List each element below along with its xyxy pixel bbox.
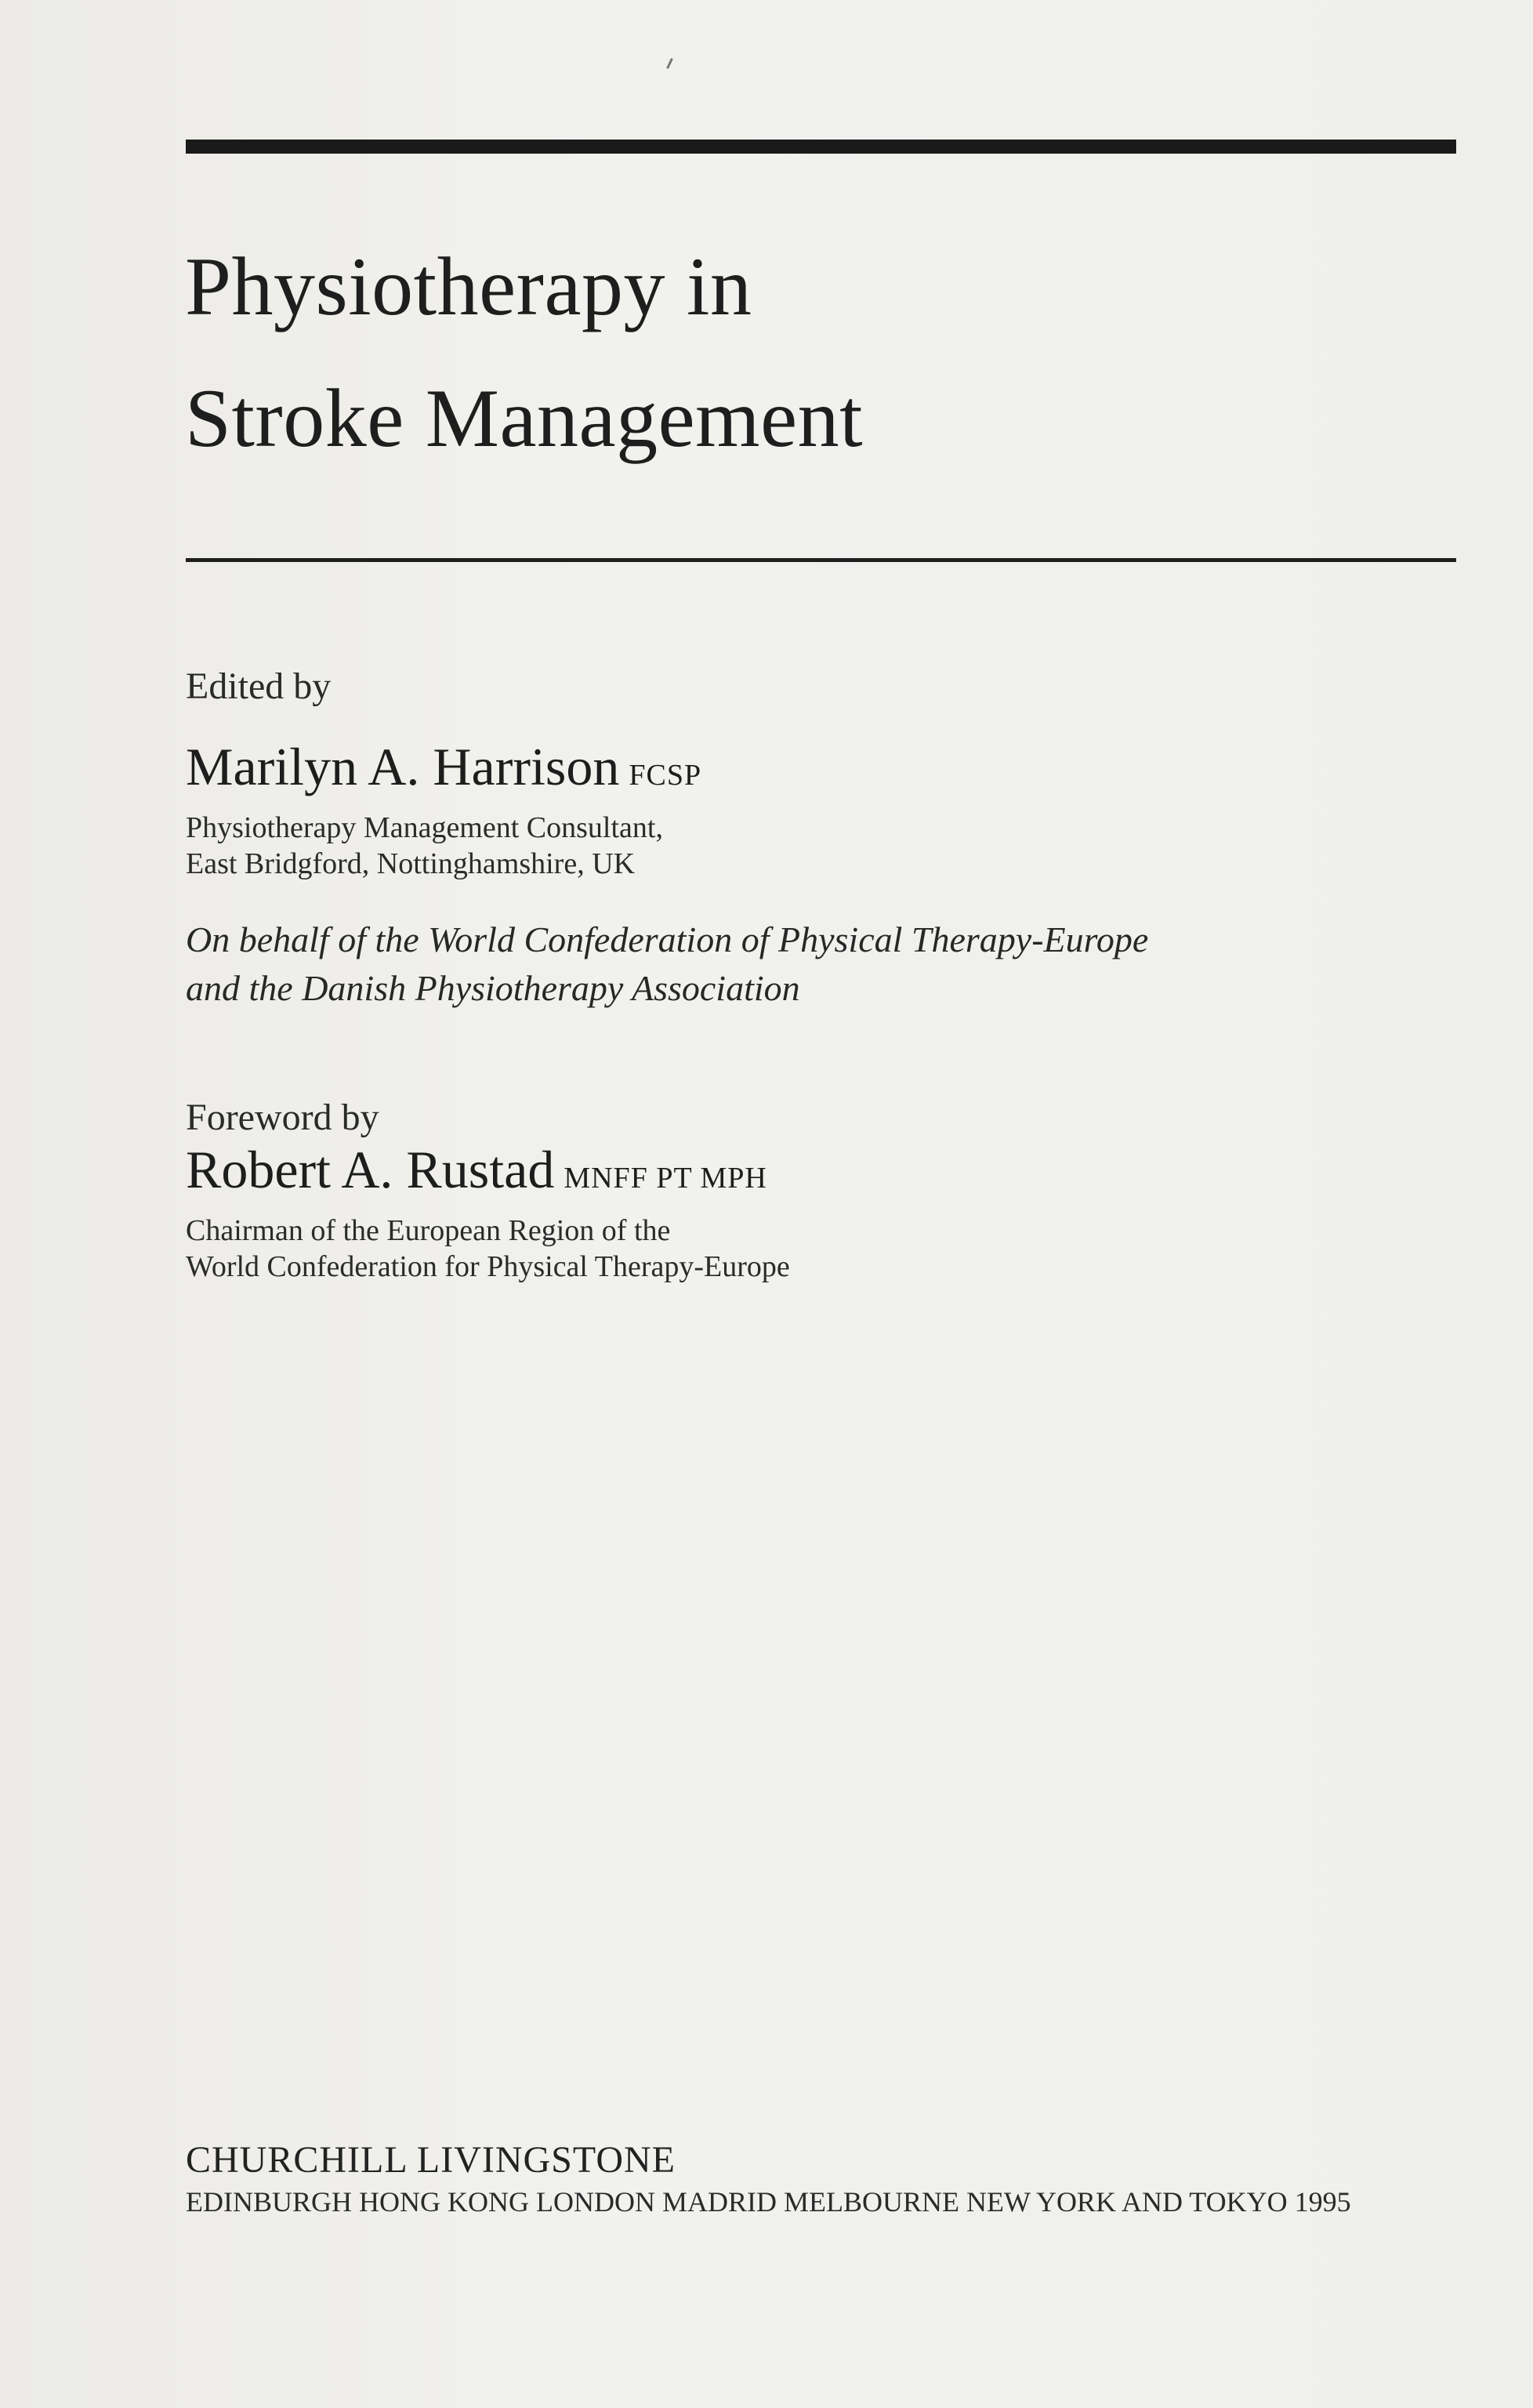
foreword-block xyxy=(186,1135,790,1285)
publisher-cities: EDINBURGH HONG KONG LONDON MADRID MELBOURNE NEW YORK AND TOKYO 1995 xyxy=(186,2186,1351,2218)
editor-name: Marilyn A. Harrison xyxy=(186,737,620,796)
editor-name-line xyxy=(186,732,701,810)
foreword-affiliation-2: World Confederation for Physical Therapy-Europe xyxy=(186,1250,790,1283)
foreword-name-line xyxy=(186,1135,790,1213)
book-title-line-2: Stroke Management xyxy=(185,372,864,464)
on-behalf-line-1: On behalf of the World Confederation of Physical Therapy-Europe xyxy=(186,919,1149,959)
foreword-author-name: Robert A. Rustad xyxy=(186,1140,555,1199)
stray-mark xyxy=(666,58,673,69)
title-divider-rule xyxy=(186,558,1456,562)
on-behalf-line-2: and the Danish Physiotherapy Association xyxy=(186,968,800,1008)
on-behalf-statement xyxy=(186,916,1148,1013)
book-title xyxy=(185,221,863,484)
edited-by-label: Edited by xyxy=(186,665,332,707)
publisher-name: CHURCHILL LIVINGSTONE xyxy=(186,2139,676,2181)
foreword-affiliation-1: Chairman of the European Region of the xyxy=(186,1214,671,1247)
book-title-line-1: Physiotherapy in xyxy=(185,241,752,332)
foreword-by-label: Foreword by xyxy=(186,1097,379,1138)
top-thick-rule xyxy=(186,140,1456,154)
editor-affiliation-2: East Bridgford, Nottinghamshire, UK xyxy=(186,847,636,880)
editor-block xyxy=(186,732,701,882)
editor-affiliation-1: Physiotherapy Management Consultant, xyxy=(186,811,663,844)
editor-credentials: FCSP xyxy=(629,759,702,792)
foreword-author-credentials: MNFF PT MPH xyxy=(564,1162,767,1195)
